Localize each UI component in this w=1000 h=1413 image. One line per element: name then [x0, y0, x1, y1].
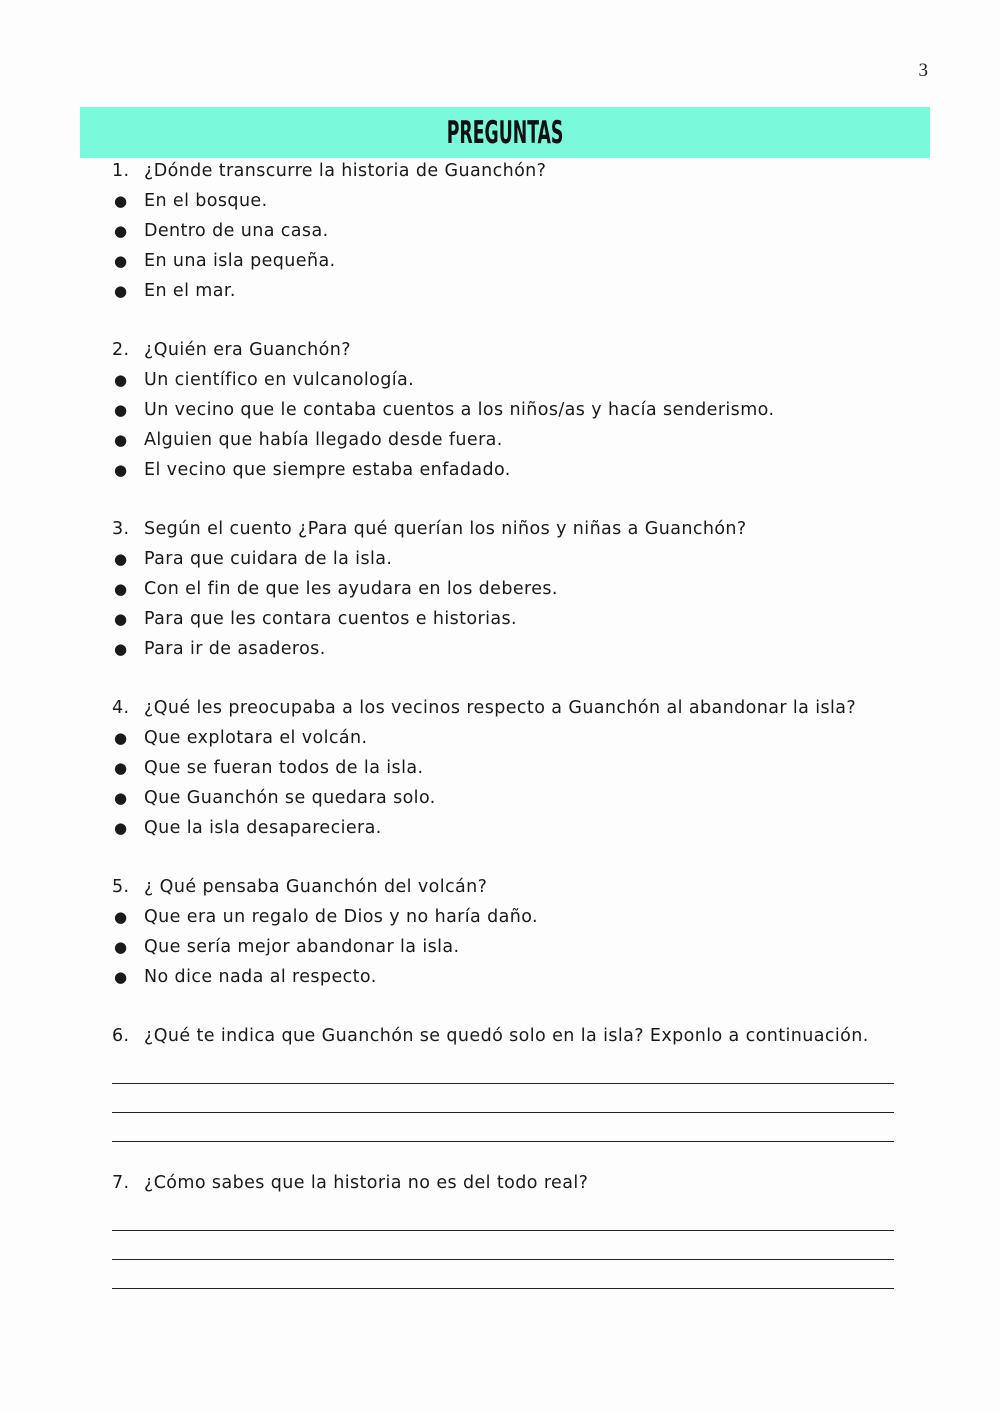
option-text: Que era un regalo de Dios y no haría daño. — [144, 907, 539, 927]
answer-option[interactable] — [112, 276, 902, 306]
option-text: Que explotara el volcán. — [144, 728, 368, 748]
answer-line[interactable] — [112, 1084, 894, 1113]
bullet-icon: ● — [114, 580, 128, 598]
answer-line[interactable] — [112, 1055, 894, 1084]
question-number: 4. — [112, 698, 130, 718]
question-prompt — [112, 1168, 902, 1198]
option-text: Alguien que había llegado desde fuera. — [144, 430, 503, 450]
bullet-icon: ● — [114, 461, 128, 479]
question-number: 5. — [112, 877, 130, 897]
option-text: Que sería mejor abandonar la isla. — [144, 937, 460, 957]
questions-list — [112, 156, 902, 1318]
answer-option[interactable] — [112, 753, 902, 783]
question-5 — [112, 872, 902, 992]
answer-option[interactable] — [112, 186, 902, 216]
answer-option[interactable] — [112, 932, 902, 962]
answer-option[interactable] — [112, 544, 902, 574]
answer-option[interactable] — [112, 604, 902, 634]
answer-option[interactable] — [112, 783, 902, 813]
question-prompt — [112, 335, 902, 365]
answer-line[interactable] — [112, 1260, 894, 1289]
question-4 — [112, 693, 902, 843]
question-text: ¿Dónde transcurre la historia de Guanchón? — [144, 161, 547, 181]
question-number: 1. — [112, 161, 130, 181]
question-7 — [112, 1168, 902, 1289]
option-text: En el bosque. — [144, 191, 268, 211]
question-number: 6. — [112, 1026, 130, 1046]
bullet-icon: ● — [114, 968, 128, 986]
question-number: 2. — [112, 340, 130, 360]
option-text: Para ir de asaderos. — [144, 639, 326, 659]
bullet-icon: ● — [114, 371, 128, 389]
page-title: PREGUNTAS — [446, 114, 564, 151]
answer-area[interactable] — [112, 1202, 902, 1289]
answer-line[interactable] — [112, 1202, 894, 1231]
answer-option[interactable] — [112, 962, 902, 992]
question-number: 3. — [112, 519, 130, 539]
bullet-icon: ● — [114, 729, 128, 747]
bullet-icon: ● — [114, 282, 128, 300]
answer-option[interactable] — [112, 425, 902, 455]
answer-option[interactable] — [112, 574, 902, 604]
question-prompt — [112, 156, 902, 186]
question-prompt — [112, 693, 902, 723]
title-banner — [80, 107, 930, 158]
option-text: Con el fin de que les ayudara en los deberes. — [144, 579, 558, 599]
answer-option[interactable] — [112, 365, 902, 395]
question-text: ¿Quién era Guanchón? — [144, 340, 351, 360]
bullet-icon: ● — [114, 908, 128, 926]
option-text: Dentro de una casa. — [144, 221, 329, 241]
question-text: ¿Cómo sabes que la historia no es del todo real? — [144, 1173, 589, 1193]
option-text: Que se fueran todos de la isla. — [144, 758, 424, 778]
bullet-icon: ● — [114, 819, 128, 837]
answer-option[interactable] — [112, 813, 902, 843]
option-text: No dice nada al respecto. — [144, 967, 377, 987]
bullet-icon: ● — [114, 222, 128, 240]
bullet-icon: ● — [114, 640, 128, 658]
option-text: Que la isla desapareciera. — [144, 818, 382, 838]
question-text: ¿ Qué pensaba Guanchón del volcán? — [144, 877, 488, 897]
question-1 — [112, 156, 902, 306]
question-2 — [112, 335, 902, 485]
answer-line[interactable] — [112, 1231, 894, 1260]
answer-option[interactable] — [112, 395, 902, 425]
question-text: ¿Qué te indica que Guanchón se quedó solo en la isla? Exponlo a continuación. — [144, 1026, 869, 1046]
bullet-icon: ● — [114, 431, 128, 449]
option-text: Un vecino que le contaba cuentos a los niños/as y hacía senderismo. — [144, 400, 775, 420]
question-number: 7. — [112, 1173, 130, 1193]
bullet-icon: ● — [114, 252, 128, 270]
question-text: Según el cuento ¿Para qué querían los niños y niñas a Guanchón? — [144, 519, 747, 539]
bullet-icon: ● — [114, 401, 128, 419]
bullet-icon: ● — [114, 938, 128, 956]
bullet-icon: ● — [114, 759, 128, 777]
answer-area[interactable] — [112, 1055, 902, 1142]
option-text: Para que les contara cuentos e historias. — [144, 609, 517, 629]
option-text: Para que cuidara de la isla. — [144, 549, 393, 569]
answer-option[interactable] — [112, 723, 902, 753]
bullet-icon: ● — [114, 610, 128, 628]
answer-option[interactable] — [112, 246, 902, 276]
page-number: 3 — [918, 60, 928, 81]
question-6 — [112, 1021, 902, 1142]
question-prompt — [112, 1021, 902, 1051]
question-prompt — [112, 514, 902, 544]
option-text: En el mar. — [144, 281, 236, 301]
bullet-icon: ● — [114, 789, 128, 807]
option-text: El vecino que siempre estaba enfadado. — [144, 460, 511, 480]
answer-line[interactable] — [112, 1113, 894, 1142]
question-3 — [112, 514, 902, 664]
answer-option[interactable] — [112, 634, 902, 664]
question-text: ¿Qué les preocupaba a los vecinos respecto a Guanchón al abandonar la isla? — [144, 698, 857, 718]
bullet-icon: ● — [114, 550, 128, 568]
answer-option[interactable] — [112, 455, 902, 485]
option-text: Que Guanchón se quedara solo. — [144, 788, 436, 808]
option-text: En una isla pequeña. — [144, 251, 336, 271]
answer-option[interactable] — [112, 216, 902, 246]
option-text: Un científico en vulcanología. — [144, 370, 415, 390]
answer-option[interactable] — [112, 902, 902, 932]
question-prompt — [112, 872, 902, 902]
bullet-icon: ● — [114, 192, 128, 210]
